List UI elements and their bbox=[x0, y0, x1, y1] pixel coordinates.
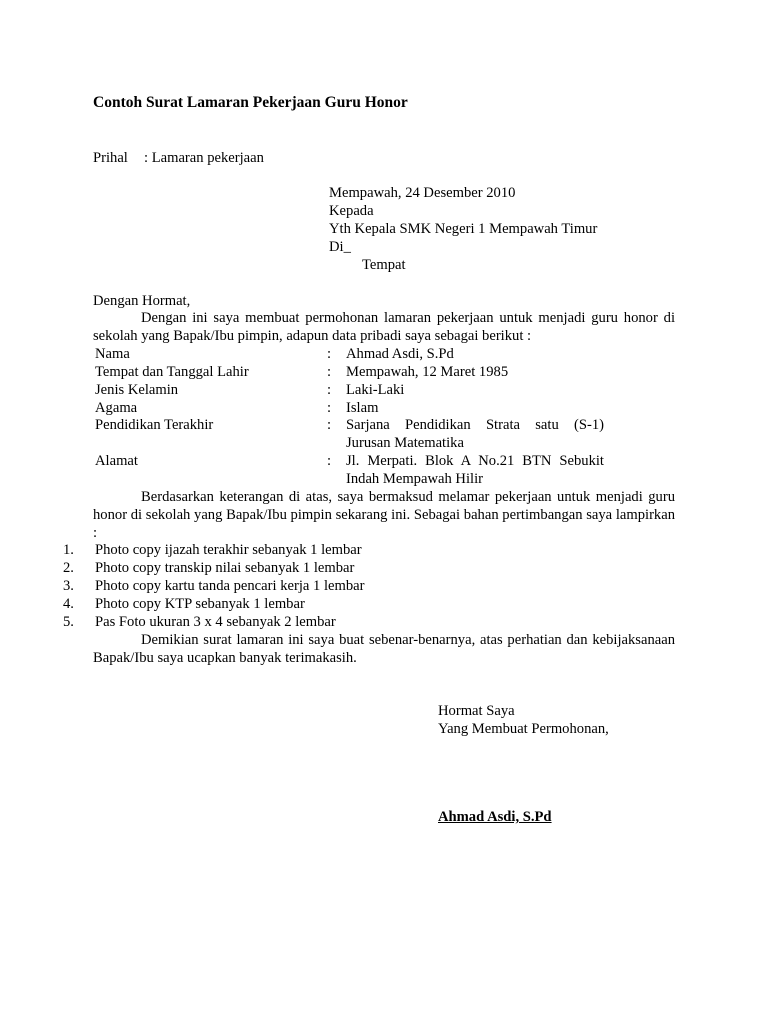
to-label: Kepada bbox=[329, 203, 374, 219]
place-date: Mempawah, 24 Desember 2010 bbox=[329, 185, 516, 201]
attachment-number: 2. bbox=[63, 560, 74, 576]
data-value-nama: Ahmad Asdi, S.Pd bbox=[346, 346, 454, 362]
salutation: Dengan Hormat, bbox=[93, 293, 191, 309]
attachment-item: Photo copy kartu tanda pencari kerja 1 lembar bbox=[95, 578, 365, 594]
data-label-address: Alamat bbox=[95, 453, 138, 469]
attachment-item: Photo copy ijazah terakhir sebanyak 1 lembar bbox=[95, 542, 362, 558]
data-colon: : bbox=[327, 382, 332, 398]
attachment-item: Pas Foto ukuran 3 x 4 sebanyak 2 lembar bbox=[95, 614, 336, 630]
signature-name: Ahmad Asdi, S.Pd bbox=[438, 809, 552, 825]
recipient: Yth Kepala SMK Negeri 1 Mempawah Timur bbox=[329, 221, 598, 237]
data-label-ttl: Tempat dan Tanggal Lahir bbox=[95, 364, 249, 380]
attachment-number: 4. bbox=[63, 596, 74, 612]
attachment-number: 1. bbox=[63, 542, 74, 558]
tempat-label: Tempat bbox=[362, 257, 406, 273]
data-value-religion: Islam bbox=[346, 400, 379, 416]
attachment-item: Photo copy transkip nilai sebanyak 1 lembar bbox=[95, 560, 355, 576]
data-colon: : bbox=[327, 364, 332, 380]
data-label-gender: Jenis Kelamin bbox=[95, 382, 179, 398]
attachment-item: Photo copy KTP sebanyak 1 lembar bbox=[95, 596, 305, 612]
data-value-ttl: Mempawah, 12 Maret 1985 bbox=[346, 364, 509, 380]
data-label-nama: Nama bbox=[95, 346, 130, 362]
attachment-number: 3. bbox=[63, 578, 74, 594]
regards: Hormat Saya bbox=[438, 703, 515, 719]
subject-label: Prihal bbox=[93, 150, 128, 166]
data-value-gender: Laki-Laki bbox=[346, 382, 405, 398]
subject-value: : Lamaran pekerjaan bbox=[144, 150, 264, 166]
data-value-address: Jl. Merpati. Blok A No.21 BTN Sebukit Indah Mempawah Hilir bbox=[346, 453, 604, 487]
data-colon: : bbox=[327, 400, 332, 416]
applicant-role: Yang Membuat Permohonan, bbox=[438, 721, 609, 737]
data-label-religion: Agama bbox=[95, 400, 138, 416]
body-paragraph: Berdasarkan keterangan di atas, saya bermaksud melamar pekerjaan untuk menjadi guru honor di sekolah yang Bapak/Ibu pimpin sekarang ini. Sebagai bahan pertimbangan saya lampirkan : bbox=[93, 489, 675, 541]
attachment-number: 5. bbox=[63, 614, 74, 630]
intro-paragraph: Dengan ini saya membuat permohonan lamaran pekerjaan untuk menjadi guru honor di sekolah yang Bapak/Ibu pimpin, adapun data pribadi saya sebagai berikut : bbox=[93, 310, 675, 344]
closing-paragraph: Demikian surat lamaran ini saya buat sebenar-benarnya, atas perhatian dan kebijaksanaan Bapak/Ibu saya ucapkan banyak terimakasih. bbox=[93, 632, 675, 666]
data-label-education: Pendidikan Terakhir bbox=[95, 417, 214, 433]
di-label: Di_ bbox=[329, 239, 351, 255]
data-value-education: Sarjana Pendidikan Strata satu (S-1) Jurusan Matematika bbox=[346, 417, 604, 451]
data-colon: : bbox=[327, 453, 332, 469]
data-colon: : bbox=[327, 417, 332, 433]
letter-title: Contoh Surat Lamaran Pekerjaan Guru Honor bbox=[93, 94, 408, 111]
data-colon: : bbox=[327, 346, 332, 362]
